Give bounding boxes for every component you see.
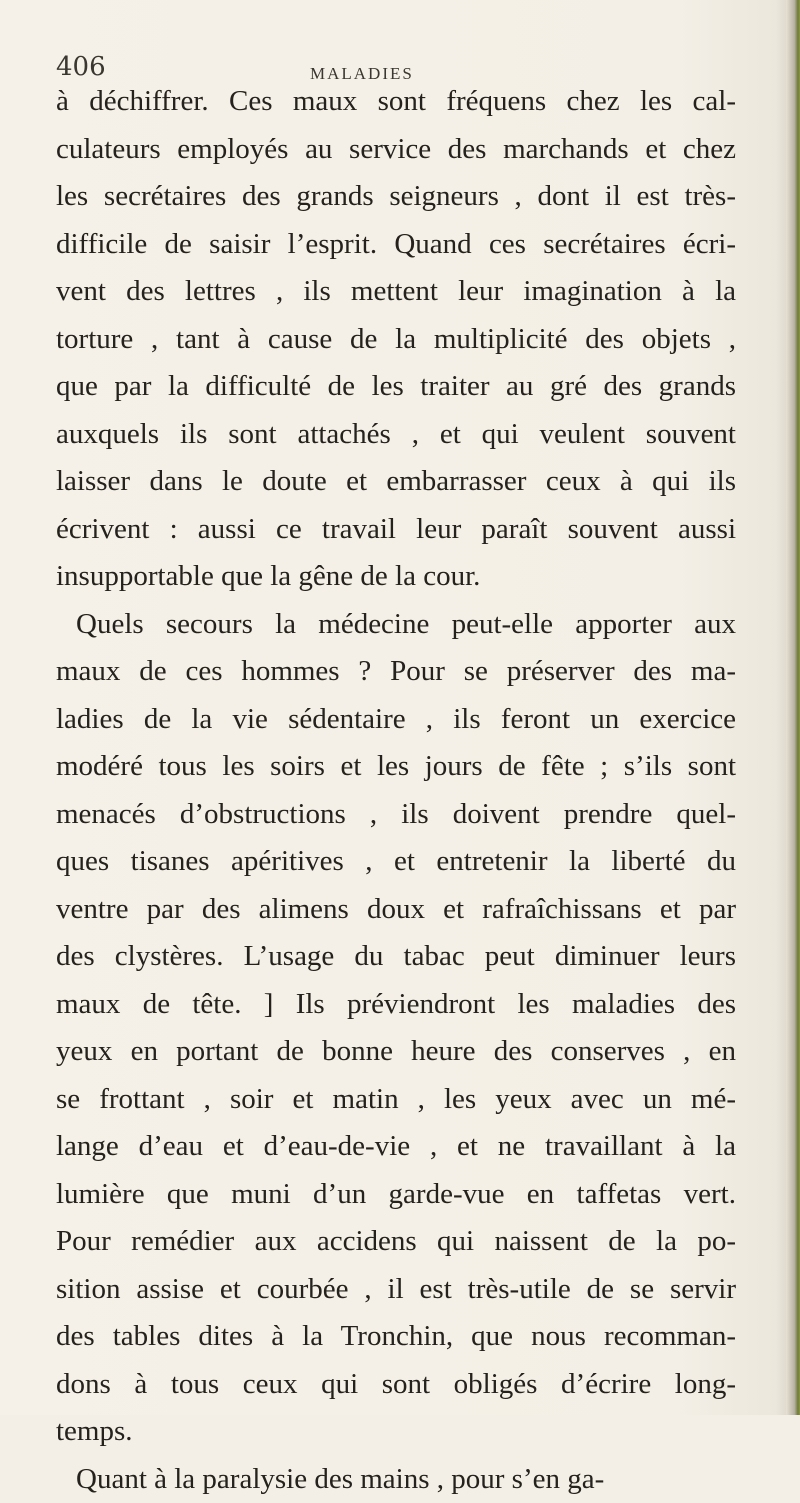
text-line: torture , tant à cause de la multiplicité des objets , [56, 316, 736, 364]
text-line: yeux en portant de bonne heure des conserves , en [56, 1028, 736, 1076]
text-line: culateurs employés au service des marchands et chez [56, 126, 736, 174]
text-line: se frottant , soir et matin , les yeux avec un mé- [56, 1076, 736, 1124]
text-line: insupportable que la gêne de la cour. [56, 553, 736, 601]
text-line: lange d’eau et d’eau-de-vie , et ne travaillant à la [56, 1123, 736, 1171]
text-line: laisser dans le doute et embarrasser ceux à qui ils [56, 458, 736, 506]
text-line: ventre par des alimens doux et rafraîchissans et par [56, 886, 736, 934]
text-line: modéré tous les soirs et les jours de fête ; s’ils sont [56, 743, 736, 791]
text-line: ladies de la vie sédentaire , ils feront un exercice [56, 696, 736, 744]
text-line: lumière que muni d’un garde-vue en taffetas vert. [56, 1171, 736, 1219]
text-line: maux de tête. ] Ils préviendront les maladies des [56, 981, 736, 1029]
text-line: auxquels ils sont attachés , et qui veulent souvent [56, 411, 736, 459]
text-line: écrivent : aussi ce travail leur paraît souvent aussi [56, 506, 736, 554]
text-line: temps. [56, 1408, 736, 1456]
paragraph-start: Quant à la paralysie des mains , pour s’en ga- [56, 1456, 736, 1503]
text-line: maux de ces hommes ? Pour se préserver des ma- [56, 648, 736, 696]
text-line: des clystères. L’usage du tabac peut diminuer leurs [56, 933, 736, 981]
text-line: des tables dites à la Tronchin, que nous recomman- [56, 1313, 736, 1361]
text-line: vent des lettres , ils mettent leur imagination à la [56, 268, 736, 316]
text-line: que par la difficulté de les traiter au gré des grands [56, 363, 736, 411]
text-line: dons à tous ceux qui sont obligés d’écrire long- [56, 1361, 736, 1409]
text-line: sition assise et courbée , il est très-utile de se servir [56, 1266, 736, 1314]
text-line: menacés d’obstructions , ils doivent prendre quel- [56, 791, 736, 839]
body-text [56, 78, 736, 1503]
page-edge [786, 0, 800, 1415]
text-line: les secrétaires des grands seigneurs , dont il est très- [56, 173, 736, 221]
text-line: ques tisanes apéritives , et entretenir la liberté du [56, 838, 736, 886]
page-number: 406 [56, 52, 106, 82]
text-line: Pour remédier aux accidens qui naissent de la po- [56, 1218, 736, 1266]
text-line: difficile de saisir l’esprit. Quand ces secrétaires écri- [56, 221, 736, 269]
text-line: à déchiffrer. Ces maux sont fréquens chez les cal- [56, 78, 736, 126]
running-head: MALADIES [310, 64, 414, 84]
paragraph-start: Quels secours la médecine peut-elle apporter aux [56, 601, 736, 649]
